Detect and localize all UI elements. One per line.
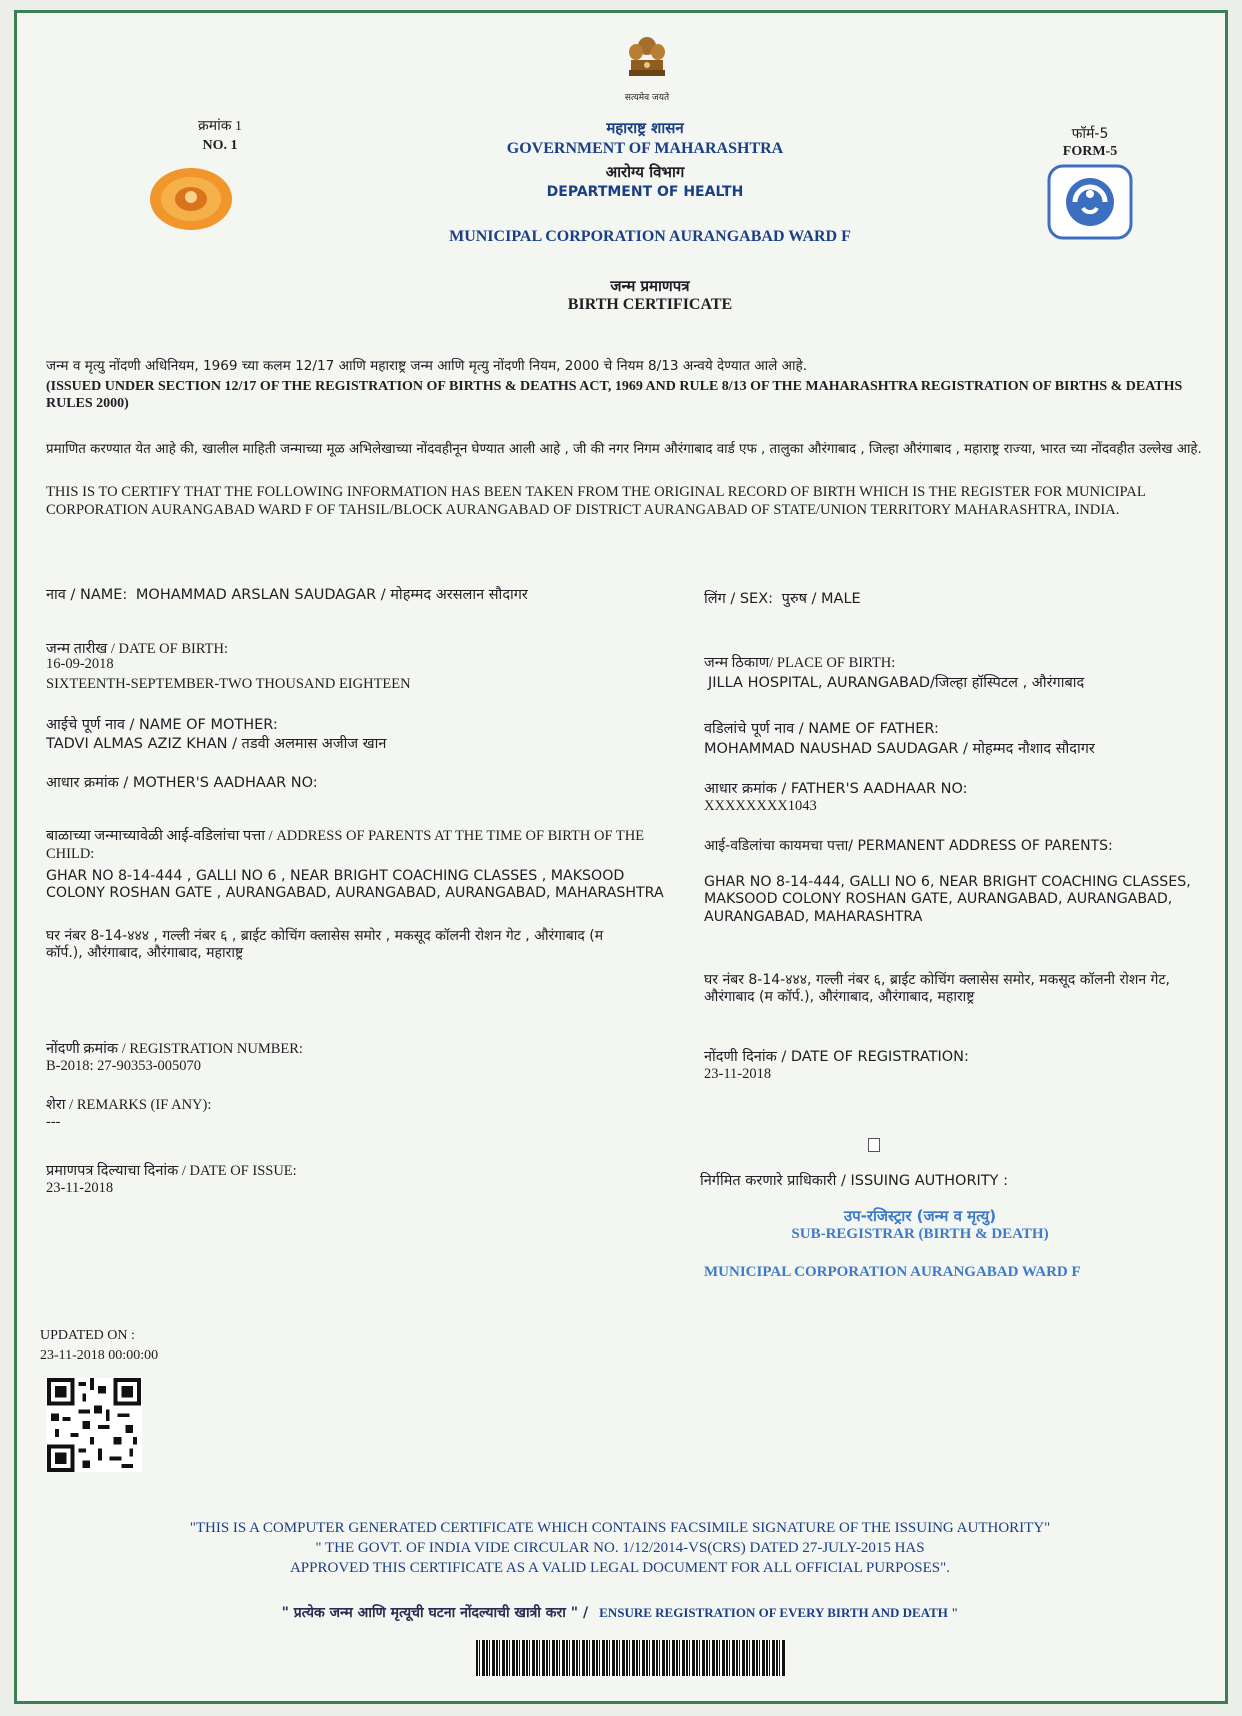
updated-on-value: 23-11-2018 00:00:00 <box>40 1348 159 1363</box>
issuing-corporation: MUNICIPAL CORPORATION AURANGABAD WARD F <box>704 1264 1081 1280</box>
preamble-english-2: THIS IS TO CERTIFY THAT THE FOLLOWING INFORMATION HAS BEEN TAKEN FROM THE ORIGINAL RECORD OF BIRTH WHICH IS THE REGISTER FOR MUNICIPAL CORPORATION AURANGABAD WARD F OF TAHSIL/BLOCK AURANGABAD OF DISTRICT AURANGABAD OF STATE/UNION TERRITORY MAHARASHTRA, INDIA. <box>46 484 1146 518</box>
certificate-title-marathi: जन्म प्रमाणपत्र <box>610 277 690 295</box>
date-of-issue-label: प्रमाणपत्र दिल्याचा दिनांक / DATE OF ISSUE: <box>46 1163 297 1179</box>
barcode-icon <box>476 1640 786 1676</box>
father-value: MOHAMMAD NAUSHAD SAUDAGAR / मोहम्मद नौशाद सौदागर <box>704 741 1095 757</box>
dept-title: DEPARTMENT OF HEALTH <box>546 184 744 200</box>
health-logo-icon <box>1047 164 1133 240</box>
place-of-birth-label: जन्म ठिकाण/ PLACE OF BIRTH: <box>704 655 896 671</box>
footer-note-2: " THE GOVT. OF INDIA VIDE CIRCULAR NO. 1/12/2014-VS(CRS) DATED 27-JULY-2015 HAS <box>315 1540 925 1556</box>
govt-title: GOVERNMENT OF MAHARASHTRA <box>506 140 784 157</box>
address-at-birth-label: बाळाच्या जन्माच्यावेळी आई-वडिलांचा पत्ता / ADDRESS OF PARENTS AT THE TIME OF BIRTH OF THE CHILD: <box>46 828 645 862</box>
slogan-english: ENSURE REGISTRATION OF EVERY BIRTH AND DEATH " <box>599 1605 959 1620</box>
preamble-english-1: (ISSUED UNDER SECTION 12/17 OF THE REGISTRATION OF BIRTHS & DEATHS ACT, 1969 AND RULE 8/13 OF THE MAHARASHTRA REGISTRATION OF BIRTHS & DEATHS RULES 2000) <box>46 379 1183 412</box>
govt-title-marathi: महाराष्ट्र शासन <box>606 119 684 137</box>
issuing-authority-label: निर्गमित करणारे प्राधिकारी / ISSUING AUTHORITY : <box>700 1173 1009 1189</box>
father-label: वडिलांचे पूर्ण नाव / NAME OF FATHER: <box>704 721 939 737</box>
dept-title-marathi: आरोग्य विभाग <box>605 163 685 181</box>
certificate-number: NO. 1 <box>202 138 238 153</box>
certificate-number-marathi: क्रमांक 1 <box>197 119 242 134</box>
father-aadhaar-label: आधार क्रमांक / FATHER'S AADHAAR NO: <box>704 781 968 797</box>
date-of-issue-value: 23-11-2018 <box>46 1180 114 1196</box>
facsimile-signature <box>868 1138 880 1152</box>
sex-label: लिंग / SEX: <box>704 591 774 607</box>
mother-label: आईचे पूर्ण नाव / NAME OF MOTHER: <box>46 717 278 733</box>
preamble-marathi-2: प्रमाणित करण्यात येत आहे की, खालील माहिती जन्माच्या मूळ अभिलेखाच्या नोंदवहीनून घेण्यात आली आहे , जी की नगर निगम औरंगाबाद वार्ड एफ , तालुका औरंगाबाद , जिल्हा औरंगाबाद , महाराष्ट्र राज्या, भारत च्या नोंदवहीत उल्लेख आहे. <box>46 442 1202 457</box>
address-at-birth-english: GHAR NO 8-14-444 , GALLI NO 6 , NEAR BRIGHT COACHING CLASSES , MAKSOOD COLONY ROSHAN GATE , AURANGABAD, AURANGABAD, AURANGABAD, MAHARASHTRA <box>46 868 664 902</box>
sub-registrar: SUB-REGISTRAR (BIRTH & DEATH) <box>791 1226 1049 1242</box>
corporation-title: MUNICIPAL CORPORATION AURANGABAD WARD F <box>449 228 851 245</box>
registration-number-label: नोंदणी क्रमांक / REGISTRATION NUMBER: <box>46 1041 303 1057</box>
form-number-marathi: फॉर्म-5 <box>1071 126 1109 142</box>
certificate-title: BIRTH CERTIFICATE <box>567 296 733 313</box>
mother-aadhaar-label: आधार क्रमांक / MOTHER'S AADHAAR NO: <box>46 775 318 791</box>
address-at-birth-marathi: घर नंबर 8-14-४४४ , गल्ली नंबर ६ , ब्राईट कोचिंग क्लासेस समोर , मकसूद कॉलनी रोशन गेट , औरंगाबाद (म कॉर्प.), औरंगाबाद, औरंगाबाद, महाराष्ट्र <box>46 928 604 962</box>
dob-label: जन्म तारीख / DATE OF BIRTH: <box>46 641 229 657</box>
updated-on-label: UPDATED ON : <box>40 1328 135 1343</box>
permanent-address-marathi: घर नंबर 8-14-४४४, गल्ली नंबर ६, ब्राईट कोचिंग क्लासेस समोर, मकसूद कॉलनी रोशन गेट, औरंगाबाद (म कॉर्प.), औरंगाबाद, औरंगाबाद, महाराष्ट्र <box>704 972 1170 1006</box>
permanent-address-english: GHAR NO 8-14-444, GALLI NO 6, NEAR BRIGHT COACHING CLASSES, MAKSOOD COLONY ROSHAN GATE, AURANGABAD, AURANGABAD, AURANGABAD, MAHARASHTRA <box>704 874 1191 925</box>
footer-note-1: "THIS IS A COMPUTER GENERATED CERTIFICATE WHICH CONTAINS FACSIMILE SIGNATURE OF THE ISSUING AUTHORITY" <box>189 1520 1051 1536</box>
mother-value: TADVI ALMAS AZIZ KHAN / तडवी अलमास अजीज खान <box>46 736 387 752</box>
place-of-birth-value: JILLA HOSPITAL, AURANGABAD/जिल्हा हॉस्पिटल , औरंगाबाद <box>708 675 1085 691</box>
slogan-marathi: " प्रत्येक जन्म आणि मृत्यूची घटना नोंदल्याची खात्री करा " / <box>281 1605 589 1621</box>
sex-field <box>704 588 1204 608</box>
remarks-label: शेरा / REMARKS (IF ANY): <box>46 1097 212 1113</box>
sub-registrar-marathi: उप-रजिस्ट्रार (जन्म व मृत्यु) <box>843 1207 997 1225</box>
name-field <box>46 584 686 604</box>
permanent-address-label: आई-वडिलांचा कायमचा पत्ता/ PERMANENT ADDRESS OF PARENTS: <box>704 838 1113 854</box>
date-of-registration-label: नोंदणी दिनांक / DATE OF REGISTRATION: <box>704 1049 969 1065</box>
registration-slogan <box>100 1602 1140 1622</box>
father-aadhaar-value: XXXXXXXX1043 <box>704 798 817 814</box>
emblem-motto: सत्यमेव जयते <box>624 93 670 103</box>
preamble-marathi-1: जन्म व मृत्यु नोंदणी अधिनियम, 1969 च्या कलम 12/17 आणि महाराष्ट्र जन्म आणि मृत्यु नोंदणी नियम, 2000 चे नियम 8/13 अन्वये देण्यात आले आहे. <box>46 358 808 374</box>
dob-words: SIXTEENTH-SEPTEMBER-TWO THOUSAND EIGHTEEN <box>46 676 411 692</box>
name-value: MOHAMMAD ARSLAN SAUDAGAR / मोहम्मद अरसलान सौदागर <box>135 587 528 603</box>
maharashtra-seal-icon <box>148 166 234 232</box>
dob-value: 16-09-2018 <box>46 656 114 672</box>
name-label: नाव / NAME: <box>46 587 128 603</box>
sex-value: पुरुष / MALE <box>781 591 861 607</box>
registration-number-value: B-2018: 27-90353-005070 <box>46 1058 202 1074</box>
qr-code-icon <box>46 1378 142 1472</box>
date-of-registration-value: 23-11-2018 <box>704 1066 772 1082</box>
national-emblem-icon <box>620 34 674 88</box>
remarks-value: --- <box>46 1114 61 1130</box>
footer-note-3: APPROVED THIS CERTIFICATE AS A VALID LEGAL DOCUMENT FOR ALL OFFICIAL PURPOSES". <box>289 1560 951 1576</box>
form-number: FORM-5 <box>1062 144 1118 159</box>
